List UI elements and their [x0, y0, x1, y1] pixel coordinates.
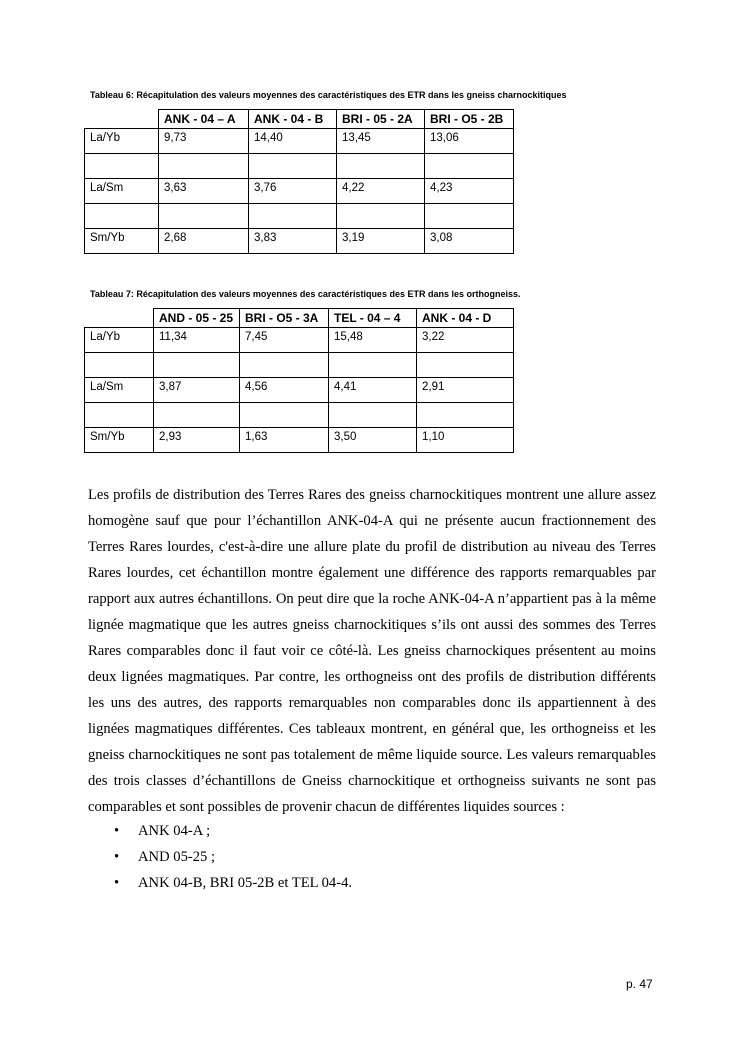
- table-row: [85, 378, 514, 403]
- table-cell: 9,73: [159, 129, 249, 154]
- list-item: [88, 844, 352, 870]
- table-cell: 1,63: [240, 428, 329, 453]
- table-cell: 1,10: [417, 428, 514, 453]
- table-cell: [240, 353, 329, 378]
- sample-list: [88, 818, 352, 896]
- row-label: La/Sm: [85, 179, 159, 204]
- table-row: [85, 229, 514, 254]
- table-cell: 2,91: [417, 378, 514, 403]
- table-row: [85, 428, 514, 453]
- table-cell: 2,68: [159, 229, 249, 254]
- list-item: [88, 870, 352, 896]
- table6-col-header: BRI - O5 - 2B: [425, 110, 514, 129]
- table-cell: 3,76: [249, 179, 337, 204]
- table-cell: 13,45: [337, 129, 425, 154]
- table7-caption: Tableau 7: Récapitulation des valeurs moyennes des caractéristiques des ETR dans les orthogneiss.: [90, 289, 521, 299]
- table-cell: 3,63: [159, 179, 249, 204]
- table-cell: [337, 204, 425, 229]
- table-cell: 11,34: [154, 328, 240, 353]
- bullet-icon: •: [114, 849, 120, 865]
- table-cell: 3,19: [337, 229, 425, 254]
- table-cell: [249, 204, 337, 229]
- table-cell: [240, 403, 329, 428]
- table-row: [85, 328, 514, 353]
- table-cell: 15,48: [329, 328, 417, 353]
- table6: [84, 109, 514, 254]
- table-cell: 4,41: [329, 378, 417, 403]
- table-row: [85, 353, 514, 378]
- row-label: [85, 204, 159, 229]
- table-row: [85, 179, 514, 204]
- table-row: [85, 403, 514, 428]
- table-cell: 7,45: [240, 328, 329, 353]
- table-cell: [425, 204, 514, 229]
- list-item-text: ANK 04-A ;: [138, 823, 211, 839]
- table6-col-header: ANK - 04 – A: [159, 110, 249, 129]
- table-cell: 3,83: [249, 229, 337, 254]
- table-cell: [337, 154, 425, 179]
- table-cell: 13,06: [425, 129, 514, 154]
- table7-col-header: AND - 05 - 25: [154, 309, 240, 328]
- list-item-text: ANK 04-B, BRI 05-2B et TEL 04-4.: [138, 875, 353, 891]
- table-cell: 4,23: [425, 179, 514, 204]
- table6-caption: Tableau 6: Récapitulation des valeurs moyennes des caractéristiques des ETR dans les gneiss charnockitiques: [90, 90, 567, 100]
- table-cell: [159, 204, 249, 229]
- table-row: [85, 154, 514, 179]
- bullet-icon: •: [114, 875, 120, 891]
- table7-col-header: BRI - O5 - 3A: [240, 309, 329, 328]
- table-cell: [329, 403, 417, 428]
- table-cell: 3,08: [425, 229, 514, 254]
- table7-col-header: ANK - 04 - D: [417, 309, 514, 328]
- table-cell: [425, 154, 514, 179]
- row-label: [85, 353, 154, 378]
- row-label: [85, 154, 159, 179]
- row-label: La/Sm: [85, 378, 154, 403]
- table-cell: [249, 154, 337, 179]
- table6-col-header: BRI - 05 - 2A: [337, 110, 425, 129]
- table-cell: [417, 403, 514, 428]
- table-cell: 14,40: [249, 129, 337, 154]
- table-cell: [417, 353, 514, 378]
- row-label: Sm/Yb: [85, 229, 159, 254]
- row-label: Sm/Yb: [85, 428, 154, 453]
- table-cell: 4,22: [337, 179, 425, 204]
- row-label: [85, 403, 154, 428]
- table-cell: [154, 353, 240, 378]
- row-label: La/Yb: [85, 328, 154, 353]
- bullet-icon: •: [114, 823, 120, 839]
- table-cell: 2,93: [154, 428, 240, 453]
- table7: [84, 308, 514, 453]
- table-cell: 3,87: [154, 378, 240, 403]
- page-number: p. 47: [626, 977, 653, 991]
- list-item: [88, 818, 352, 844]
- table-row: [85, 204, 514, 229]
- body-paragraph: Les profils de distribution des Terres Rares des gneiss charnockitiques montrent une allure assez homogène sauf que pour l’échantillon ANK-04-A qui ne présente aucun fractionnement des Terres Rares lourdes, c'est-à-dire une allure plate du profil de distribution au niveau des Terres Rares lourdes, cet échantillon montre également une différence des rapports remarquables par rapport aux autres échantillons. On peut dire que la roche ANK-04-A n’appartient pas à la même lignée magmatique que les autres gneiss charnockitiques s’ils ont aussi des sommes des Terres Rares comparables donc il faut voir ce côté-là. Les gneiss charnockiques présentent au moins deux lignées magmatiques. Par contre, les orthogneiss ont des profils de distribution différents les uns des autres, des rapports remarquables non comparables donc ils appartiennent à des lignées magmatiques différentes. Ces tableaux montrent, en général que, les orthogneiss et les gneiss charnockitiques ne sont pas totalement de même liquide source. Les valeurs remarquables des trois classes d’échantillons de Gneiss charnockitique et orthogneiss suivants ne sont pas comparables et sont possibles de provenir chacun de différentes liquides sources :: [88, 487, 656, 815]
- table-cell: 3,22: [417, 328, 514, 353]
- table7-col-header: TEL - 04 – 4: [329, 309, 417, 328]
- table-cell: 3,50: [329, 428, 417, 453]
- table6-col-header: ANK - 04 - B: [249, 110, 337, 129]
- list-item-text: AND 05-25 ;: [138, 849, 216, 865]
- table-cell: [154, 403, 240, 428]
- table-cell: 4,56: [240, 378, 329, 403]
- table-cell: [329, 353, 417, 378]
- table-row: [85, 129, 514, 154]
- table-cell: [159, 154, 249, 179]
- row-label: La/Yb: [85, 129, 159, 154]
